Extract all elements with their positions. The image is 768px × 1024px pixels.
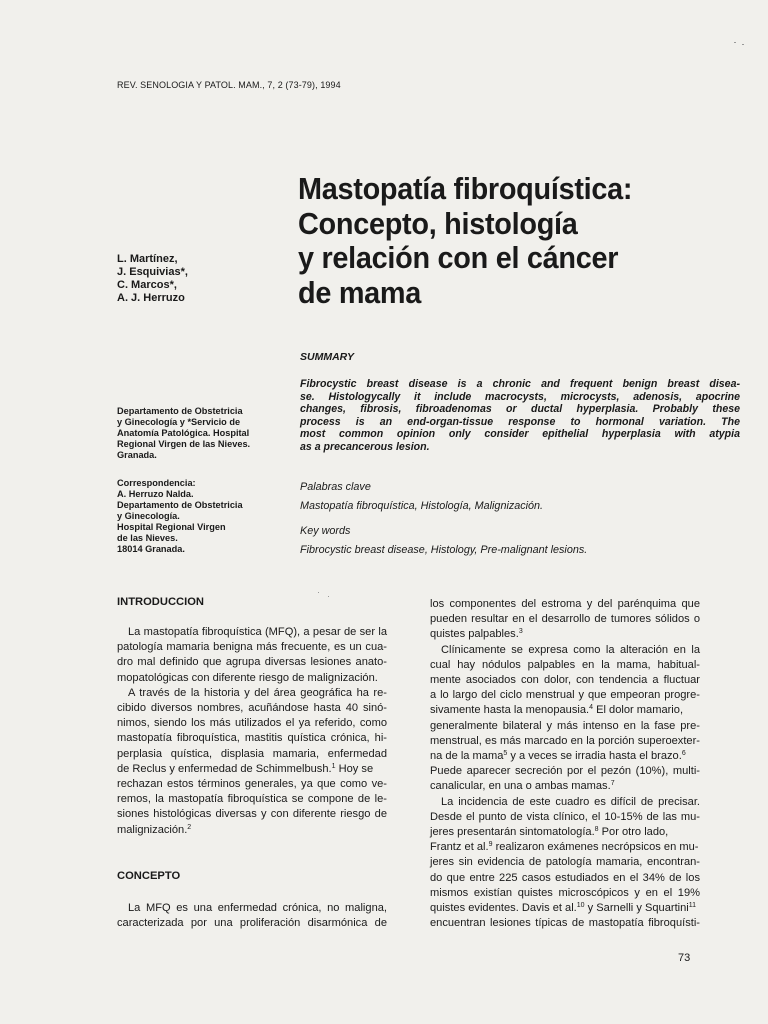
body-fragment: realizaron exámenes necrópsicos en mu- xyxy=(492,841,699,854)
author: A. J. Herruzo xyxy=(117,292,185,304)
title-line: y relación con el cáncer xyxy=(298,240,619,275)
body-line: generalmente bilateral y más intenso en la fase pre- xyxy=(430,719,700,732)
title-line: Mastopatía fibroquística: xyxy=(298,171,633,206)
correspondence-line: 18014 Granada. xyxy=(117,544,185,554)
body-line: A través de la historia y del área geográfica ha re- xyxy=(128,686,387,699)
affiliation-line: Regional Virgen de las Nieves. xyxy=(117,439,251,449)
body-line: perplasia quística, displasia mamaria, enfermedad xyxy=(117,747,387,760)
summary-heading: SUMMARY xyxy=(300,351,355,363)
body-line: a lo largo del ciclo menstrual y que empeoran progre- xyxy=(430,689,700,702)
body-line xyxy=(430,703,700,718)
title-line: de mama xyxy=(298,274,422,310)
body-fragment: jeres presentarán sintomatología. xyxy=(430,826,595,839)
summary-abstract xyxy=(300,378,740,454)
body-line xyxy=(430,840,700,855)
body-line: Puede aparecer secreción por el pezón (10%), multi- xyxy=(430,765,700,778)
body-line: menstrual, es más marcado en la porción superoexter- xyxy=(430,734,700,747)
body-fragment: Frantz et al. xyxy=(430,841,489,854)
body-line: cibido diversos nombres, acuñándose hasta 40 sinó- xyxy=(117,702,387,715)
affiliation-line: Granada. xyxy=(117,450,157,460)
page-number: 73 xyxy=(678,952,691,964)
body-line: caracterizada por una proliferación disarmónica de xyxy=(117,917,387,930)
scan-speck xyxy=(734,42,736,43)
body-line: mismos existían quistes microscópicos y en el 19% xyxy=(430,886,700,899)
body-fragment: Por otro lado, xyxy=(598,826,669,839)
body-line: Clínicamente se expresa como la alteración en la xyxy=(441,643,700,656)
body-line: nimos, siendo los más utilizados el ya referido, como xyxy=(117,717,387,730)
title-line: Concepto, histología xyxy=(298,205,578,241)
body-fragment: y Sarnelli y Squartini xyxy=(584,902,689,915)
keywords-es-label: Palabras clave xyxy=(300,481,371,493)
body-line: Desde el punto de vista clínico, el 10-15% de las mu- xyxy=(430,810,700,823)
scan-speck xyxy=(742,44,744,45)
correspondence-line: de las Nieves. xyxy=(117,533,178,543)
author-list xyxy=(117,253,188,305)
citation: 3 xyxy=(518,628,523,636)
summary-line: changes, fibrosis, fibroadenomas or ductal hyperplasia. Probably these xyxy=(300,403,740,416)
body-fragment: na de la mama xyxy=(430,750,504,763)
keywords-en-label: Key words xyxy=(300,525,351,537)
body-line: La incidencia de este cuadro es difícil de precisar. xyxy=(441,795,700,808)
citation: 6 xyxy=(681,750,686,758)
article-title xyxy=(298,172,707,310)
body-line xyxy=(117,762,387,777)
body-line: rechazan estos términos generales, ya que como ve- xyxy=(117,778,387,791)
correspondence-line: Departamento de Obstetricia xyxy=(117,500,243,510)
body-line xyxy=(430,779,700,794)
correspondence-line: A. Herruzo Nalda. xyxy=(117,489,194,499)
body-fragment: El dolor mamario, xyxy=(593,704,684,717)
citation: 5 xyxy=(503,750,508,758)
body-line: siones histológicas diversas y con diferente riesgo de xyxy=(117,808,387,821)
body-fragment: y a veces se irradia hasta el brazo. xyxy=(507,750,682,763)
body-line: La mastopatía fibroquística (MFQ), a pesar de ser la xyxy=(128,626,387,638)
section-heading-introduccion: INTRODUCCION xyxy=(117,596,205,608)
summary-line: Fibrocystic breast disease is a chronic and frequent benign breast disea- xyxy=(300,378,740,390)
body-fragment: malignización. xyxy=(117,823,188,836)
body-line: cual hay nódulos palpables en la mama, habitual- xyxy=(430,658,700,671)
body-line: do que entre 225 casos estudiados en el 34% de los xyxy=(430,871,700,884)
body-fragment: canalicular, en una o ambas mamas. xyxy=(430,780,611,793)
keywords-es-text: Mastopatía fibroquística, Histología, Malignización. xyxy=(300,500,544,512)
body-fragment: quistes evidentes. Davis et al. xyxy=(430,902,577,915)
body-fragment: Hoy se xyxy=(335,762,374,775)
body-line xyxy=(117,823,387,838)
body-fragment: quistes palpables. xyxy=(430,628,519,641)
keywords-en-text: Fibrocystic breast disease, Histology, Pre-malignant lesions. xyxy=(300,544,588,556)
body-line: dro mal definido que agrupa diversas lesiones anato- xyxy=(117,656,387,669)
author: L. Martínez, xyxy=(117,253,178,265)
correspondence-block xyxy=(117,478,277,555)
body-line: pueden resultar en el desarrollo de tumores sólidos o xyxy=(430,613,700,626)
intro-body xyxy=(117,625,387,838)
right-column-body xyxy=(430,597,700,931)
body-fragment: sivamente hasta la menopausia. xyxy=(430,704,590,717)
body-line: remos, la mastopatía fibroquística se compone de le- xyxy=(117,793,387,806)
body-line: mente asociados con dolor, con tendencia a fluctuar xyxy=(430,674,700,687)
summary-line: process is an end-organ-tissue response to hormonal variation. The xyxy=(300,415,740,428)
citation: 9 xyxy=(488,841,493,849)
body-line: La MFQ es una enfermedad crónica, no maligna, xyxy=(128,902,387,914)
body-line xyxy=(430,749,700,764)
body-line xyxy=(430,825,700,840)
body-line: jeres sin evidencia de patología mamaria, encontran- xyxy=(430,856,700,869)
summary-line: se. Histologycally it include macrocysts, microcysts, adenosis, apocrine xyxy=(300,390,740,403)
citation: 11 xyxy=(688,902,697,910)
body-line xyxy=(430,627,700,642)
citation: 1 xyxy=(331,762,336,770)
summary-line: as a precancerous lesion. xyxy=(300,440,430,453)
citation: 8 xyxy=(594,826,599,834)
correspondence-line: Hospital Regional Virgen xyxy=(117,522,226,532)
journal-reference: REV. SENOLOGIA Y PATOL. MAM., 7, 2 (73-79), 1994 xyxy=(117,80,341,90)
author: C. Marcos*, xyxy=(117,279,177,291)
affiliation-line: Anatomía Patológica. Hospital xyxy=(117,428,250,438)
concept-body xyxy=(117,901,387,931)
affiliation-line: Departamento de Obstetricia xyxy=(117,406,243,416)
body-line: encuentran lesiones típicas de mastopatía fibroquísti- xyxy=(430,917,700,930)
summary-line: most common opinion only consider epithelial hyperplasia with atypia xyxy=(300,428,740,441)
affiliation-line: y Ginecología y *Servicio de xyxy=(117,417,241,427)
citation: 4 xyxy=(589,704,594,712)
citation: 7 xyxy=(610,780,615,788)
section-heading-concepto: CONCEPTO xyxy=(117,870,181,882)
scan-speck xyxy=(328,596,329,597)
body-line: mopatológicas con diferente riesgo de malignización. xyxy=(117,671,378,684)
body-line: patología mamaria benigna más frecuente, es un cua- xyxy=(117,641,387,654)
body-line: los componentes del estroma y del parénquima que xyxy=(430,598,700,610)
scan-speck xyxy=(318,592,319,593)
correspondence-line: Correspondencia: xyxy=(117,478,196,488)
body-line: mastopatía fibroquística, mastitis quística crónica, hi- xyxy=(117,732,387,745)
correspondence-line: y Ginecología. xyxy=(117,511,180,521)
citation: 2 xyxy=(187,823,192,831)
author: J. Esquivias*, xyxy=(117,266,188,278)
citation: 10 xyxy=(576,902,585,910)
department-affiliation xyxy=(117,406,277,461)
body-line xyxy=(430,901,700,916)
body-fragment: de Reclus y enfermedad de Schimmelbush. xyxy=(117,762,332,775)
